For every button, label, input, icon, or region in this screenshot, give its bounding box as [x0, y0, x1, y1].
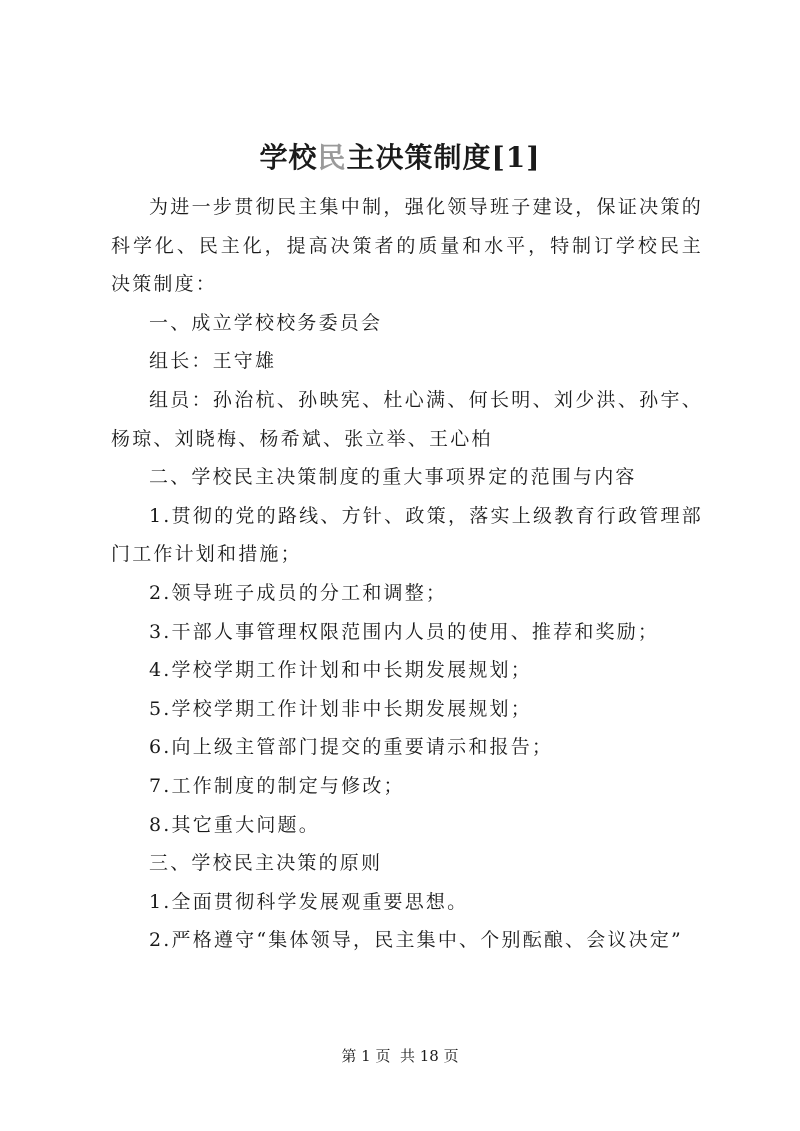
list-item: 2.严格遵守“集体领导，民主集中、个别酝酿、会议决定” — [149, 929, 683, 952]
page-footer: 第 1 页 共 18 页 — [341, 1047, 459, 1065]
paragraph-intro: 为进一步贯彻民主集中制，强化领导班子建设，保证决策的科学化、民主化，提高决策者的质量和水平，特制订学校民主决策制度： — [111, 196, 703, 296]
section-heading-3: 三、学校民主决策的原则 — [149, 852, 383, 875]
list-item: 1.贯彻的党的路线、方针、政策，落实上级教育行政管理部门工作计划和措施； — [111, 504, 703, 566]
list-item: 6.向上级主管部门提交的重要请示和报告； — [149, 736, 554, 759]
page-title — [0, 138, 800, 178]
list-item: 4.学校学期工作计划和中长期发展规划； — [149, 659, 532, 682]
list-item: 2.领导班子成员的分工和调整； — [149, 581, 448, 604]
list-item: 8.其它重大问题。 — [149, 813, 320, 836]
paragraph-leader: 组长：王守雄 — [149, 350, 277, 373]
section-heading-2: 二、学校民主决策制度的重大事项界定的范围与内容 — [149, 466, 637, 489]
paragraph-members: 组员：孙治杭、孙映宪、杜心满、何长明、刘少洪、孙宇、杨琼、刘晓梅、杨希斌、张立举、王心柏 — [111, 388, 703, 450]
document-body — [111, 188, 703, 960]
list-item: 7.工作制度的制定与修改； — [149, 774, 405, 797]
section-heading-1: 一、成立学校校务委员会 — [149, 311, 383, 334]
list-item: 3.干部人事管理权限范围内人员的使用、推荐和奖励； — [149, 620, 660, 643]
list-item: 1.全面贯彻科学发展观重要思想。 — [149, 890, 469, 913]
list-item: 5.学校学期工作计划非中长期发展规划； — [149, 697, 532, 720]
title-part-1: 学校 — [259, 141, 318, 174]
title-highlight-char: 民 — [317, 141, 347, 174]
title-part-2: 主决策制度[1] — [346, 141, 541, 174]
